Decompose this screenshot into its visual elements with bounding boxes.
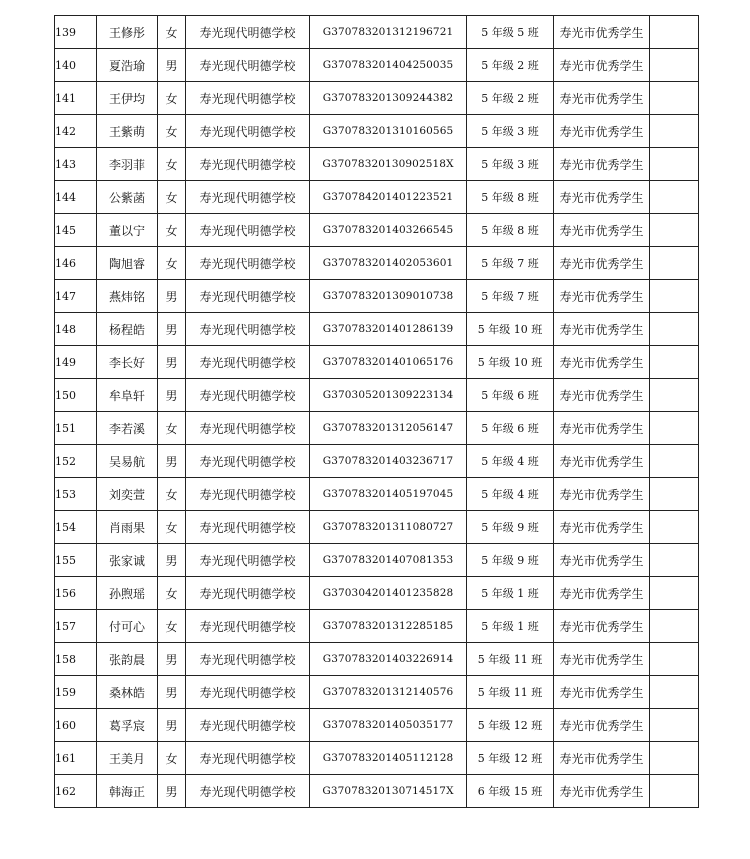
school-name: 寿光现代明德学校 [186, 148, 310, 181]
school-name: 寿光现代明德学校 [186, 346, 310, 379]
student-gender: 男 [158, 709, 186, 742]
student-name: 董以宁 [97, 214, 158, 247]
student-id: G370783201309010738 [310, 280, 467, 313]
table-row [55, 148, 699, 181]
student-gender: 女 [158, 115, 186, 148]
class-name: 5 年级 11 班 [467, 676, 554, 709]
award-title: 寿光市优秀学生 [554, 445, 650, 478]
class-name: 5 年级 2 班 [467, 82, 554, 115]
school-name: 寿光现代明德学校 [186, 247, 310, 280]
student-id: G37078320130714517X [310, 775, 467, 808]
award-title: 寿光市优秀学生 [554, 577, 650, 610]
student-gender: 女 [158, 610, 186, 643]
student-id: G370783201404250035 [310, 49, 467, 82]
table-row [55, 115, 699, 148]
student-id: G370783201405035177 [310, 709, 467, 742]
student-id: G370783201403226914 [310, 643, 467, 676]
row-number: 158 [55, 643, 97, 676]
class-name: 5 年级 12 班 [467, 709, 554, 742]
table-row [55, 742, 699, 775]
award-title: 寿光市优秀学生 [554, 478, 650, 511]
student-name: 牟阜轩 [97, 379, 158, 412]
award-title: 寿光市优秀学生 [554, 742, 650, 775]
student-name: 公紫菡 [97, 181, 158, 214]
award-title: 寿光市优秀学生 [554, 643, 650, 676]
class-name: 5 年级 8 班 [467, 214, 554, 247]
student-name: 杨程皓 [97, 313, 158, 346]
remarks-cell [650, 346, 699, 379]
student-name: 李长好 [97, 346, 158, 379]
table-row [55, 676, 699, 709]
award-title: 寿光市优秀学生 [554, 16, 650, 49]
student-name: 桑林皓 [97, 676, 158, 709]
school-name: 寿光现代明德学校 [186, 742, 310, 775]
class-name: 5 年级 1 班 [467, 610, 554, 643]
student-gender: 男 [158, 445, 186, 478]
table-row [55, 346, 699, 379]
remarks-cell [650, 445, 699, 478]
remarks-cell [650, 280, 699, 313]
row-number: 154 [55, 511, 97, 544]
row-number: 153 [55, 478, 97, 511]
student-id: G370304201401235828 [310, 577, 467, 610]
award-title: 寿光市优秀学生 [554, 148, 650, 181]
row-number: 147 [55, 280, 97, 313]
student-id: G370783201312285185 [310, 610, 467, 643]
school-name: 寿光现代明德学校 [186, 676, 310, 709]
student-id: G370783201309244382 [310, 82, 467, 115]
student-id: G370783201405112128 [310, 742, 467, 775]
class-name: 5 年级 10 班 [467, 346, 554, 379]
student-name: 付可心 [97, 610, 158, 643]
award-title: 寿光市优秀学生 [554, 544, 650, 577]
school-name: 寿光现代明德学校 [186, 181, 310, 214]
row-number: 142 [55, 115, 97, 148]
student-id: G370783201312056147 [310, 412, 467, 445]
award-title: 寿光市优秀学生 [554, 247, 650, 280]
class-name: 5 年级 3 班 [467, 148, 554, 181]
remarks-cell [650, 379, 699, 412]
student-id: G370783201403236717 [310, 445, 467, 478]
student-name: 孙煦瑶 [97, 577, 158, 610]
class-name: 5 年级 7 班 [467, 247, 554, 280]
award-title: 寿光市优秀学生 [554, 412, 650, 445]
table-row [55, 775, 699, 808]
award-title: 寿光市优秀学生 [554, 709, 650, 742]
student-gender: 男 [158, 346, 186, 379]
class-name: 5 年级 4 班 [467, 478, 554, 511]
award-title: 寿光市优秀学生 [554, 379, 650, 412]
school-name: 寿光现代明德学校 [186, 511, 310, 544]
student-id: G370305201309223134 [310, 379, 467, 412]
student-gender: 男 [158, 379, 186, 412]
student-gender: 男 [158, 775, 186, 808]
class-name: 5 年级 11 班 [467, 643, 554, 676]
remarks-cell [650, 247, 699, 280]
class-name: 5 年级 3 班 [467, 115, 554, 148]
award-title: 寿光市优秀学生 [554, 610, 650, 643]
student-id: G370783201403266545 [310, 214, 467, 247]
school-name: 寿光现代明德学校 [186, 709, 310, 742]
table-row [55, 280, 699, 313]
row-number: 150 [55, 379, 97, 412]
award-title: 寿光市优秀学生 [554, 511, 650, 544]
remarks-cell [650, 412, 699, 445]
table-row [55, 478, 699, 511]
school-name: 寿光现代明德学校 [186, 82, 310, 115]
table-row [55, 445, 699, 478]
student-gender: 女 [158, 247, 186, 280]
student-roster-table [54, 15, 699, 808]
school-name: 寿光现代明德学校 [186, 577, 310, 610]
remarks-cell [650, 82, 699, 115]
award-title: 寿光市优秀学生 [554, 214, 650, 247]
row-number: 145 [55, 214, 97, 247]
school-name: 寿光现代明德学校 [186, 412, 310, 445]
student-name: 王美月 [97, 742, 158, 775]
remarks-cell [650, 643, 699, 676]
student-name: 葛孚宸 [97, 709, 158, 742]
table-row [55, 610, 699, 643]
remarks-cell [650, 709, 699, 742]
remarks-cell [650, 478, 699, 511]
student-gender: 男 [158, 676, 186, 709]
student-id: G370783201401065176 [310, 346, 467, 379]
student-gender: 男 [158, 643, 186, 676]
student-gender: 女 [158, 82, 186, 115]
row-number: 149 [55, 346, 97, 379]
award-title: 寿光市优秀学生 [554, 676, 650, 709]
class-name: 5 年级 1 班 [467, 577, 554, 610]
table-row [55, 379, 699, 412]
school-name: 寿光现代明德学校 [186, 775, 310, 808]
row-number: 161 [55, 742, 97, 775]
remarks-cell [650, 181, 699, 214]
student-name: 王修彤 [97, 16, 158, 49]
student-id: G370783201401286139 [310, 313, 467, 346]
school-name: 寿光现代明德学校 [186, 544, 310, 577]
student-name: 吴易航 [97, 445, 158, 478]
row-number: 156 [55, 577, 97, 610]
student-name: 李若溪 [97, 412, 158, 445]
class-name: 6 年级 15 班 [467, 775, 554, 808]
row-number: 159 [55, 676, 97, 709]
award-title: 寿光市优秀学生 [554, 313, 650, 346]
class-name: 5 年级 9 班 [467, 544, 554, 577]
school-name: 寿光现代明德学校 [186, 115, 310, 148]
student-id: G370783201312196721 [310, 16, 467, 49]
row-number: 140 [55, 49, 97, 82]
student-id: G370783201402053601 [310, 247, 467, 280]
row-number: 143 [55, 148, 97, 181]
student-name: 李羽菲 [97, 148, 158, 181]
student-gender: 女 [158, 181, 186, 214]
award-title: 寿光市优秀学生 [554, 280, 650, 313]
table-row [55, 247, 699, 280]
student-id: G370784201401223521 [310, 181, 467, 214]
student-gender: 女 [158, 478, 186, 511]
row-number: 162 [55, 775, 97, 808]
student-gender: 男 [158, 280, 186, 313]
row-number: 148 [55, 313, 97, 346]
student-gender: 女 [158, 148, 186, 181]
award-title: 寿光市优秀学生 [554, 82, 650, 115]
table-row [55, 544, 699, 577]
student-gender: 女 [158, 511, 186, 544]
school-name: 寿光现代明德学校 [186, 478, 310, 511]
student-id: G370783201407081353 [310, 544, 467, 577]
class-name: 5 年级 5 班 [467, 16, 554, 49]
school-name: 寿光现代明德学校 [186, 313, 310, 346]
student-name: 肖雨果 [97, 511, 158, 544]
student-id: G370783201405197045 [310, 478, 467, 511]
student-gender: 男 [158, 544, 186, 577]
class-name: 5 年级 4 班 [467, 445, 554, 478]
remarks-cell [650, 577, 699, 610]
student-name: 陶旭睿 [97, 247, 158, 280]
student-name: 刘奕萱 [97, 478, 158, 511]
class-name: 5 年级 2 班 [467, 49, 554, 82]
student-gender: 男 [158, 49, 186, 82]
student-gender: 男 [158, 313, 186, 346]
table-row [55, 16, 699, 49]
row-number: 146 [55, 247, 97, 280]
award-title: 寿光市优秀学生 [554, 775, 650, 808]
class-name: 5 年级 12 班 [467, 742, 554, 775]
student-name: 王伊均 [97, 82, 158, 115]
roster-body [55, 16, 699, 808]
row-number: 141 [55, 82, 97, 115]
student-name: 张韵晨 [97, 643, 158, 676]
student-name: 王紫萌 [97, 115, 158, 148]
student-id: G370783201310160565 [310, 115, 467, 148]
table-row [55, 643, 699, 676]
student-id: G37078320130902518X [310, 148, 467, 181]
school-name: 寿光现代明德学校 [186, 445, 310, 478]
remarks-cell [650, 115, 699, 148]
school-name: 寿光现代明德学校 [186, 610, 310, 643]
school-name: 寿光现代明德学校 [186, 280, 310, 313]
remarks-cell [650, 49, 699, 82]
table-row [55, 82, 699, 115]
award-title: 寿光市优秀学生 [554, 181, 650, 214]
row-number: 157 [55, 610, 97, 643]
student-gender: 女 [158, 16, 186, 49]
award-title: 寿光市优秀学生 [554, 346, 650, 379]
school-name: 寿光现代明德学校 [186, 379, 310, 412]
table-row [55, 214, 699, 247]
class-name: 5 年级 10 班 [467, 313, 554, 346]
table-row [55, 577, 699, 610]
student-name: 燕炜铭 [97, 280, 158, 313]
remarks-cell [650, 610, 699, 643]
award-title: 寿光市优秀学生 [554, 49, 650, 82]
row-number: 139 [55, 16, 97, 49]
remarks-cell [650, 313, 699, 346]
table-row [55, 412, 699, 445]
table-row [55, 313, 699, 346]
table-row [55, 49, 699, 82]
remarks-cell [650, 148, 699, 181]
row-number: 155 [55, 544, 97, 577]
remarks-cell [650, 16, 699, 49]
row-number: 151 [55, 412, 97, 445]
remarks-cell [650, 214, 699, 247]
row-number: 152 [55, 445, 97, 478]
table-row [55, 181, 699, 214]
award-title: 寿光市优秀学生 [554, 115, 650, 148]
class-name: 5 年级 9 班 [467, 511, 554, 544]
student-id: G370783201312140576 [310, 676, 467, 709]
class-name: 5 年级 6 班 [467, 412, 554, 445]
row-number: 160 [55, 709, 97, 742]
class-name: 5 年级 8 班 [467, 181, 554, 214]
student-gender: 女 [158, 577, 186, 610]
school-name: 寿光现代明德学校 [186, 49, 310, 82]
remarks-cell [650, 742, 699, 775]
remarks-cell [650, 511, 699, 544]
remarks-cell [650, 544, 699, 577]
student-gender: 女 [158, 742, 186, 775]
class-name: 5 年级 7 班 [467, 280, 554, 313]
row-number: 144 [55, 181, 97, 214]
table-row [55, 511, 699, 544]
remarks-cell [650, 775, 699, 808]
class-name: 5 年级 6 班 [467, 379, 554, 412]
student-name: 张家诚 [97, 544, 158, 577]
remarks-cell [650, 676, 699, 709]
student-gender: 女 [158, 412, 186, 445]
table-row [55, 709, 699, 742]
student-id: G370783201311080727 [310, 511, 467, 544]
student-gender: 女 [158, 214, 186, 247]
school-name: 寿光现代明德学校 [186, 16, 310, 49]
school-name: 寿光现代明德学校 [186, 214, 310, 247]
student-name: 夏浩瑜 [97, 49, 158, 82]
student-name: 韩海正 [97, 775, 158, 808]
school-name: 寿光现代明德学校 [186, 643, 310, 676]
